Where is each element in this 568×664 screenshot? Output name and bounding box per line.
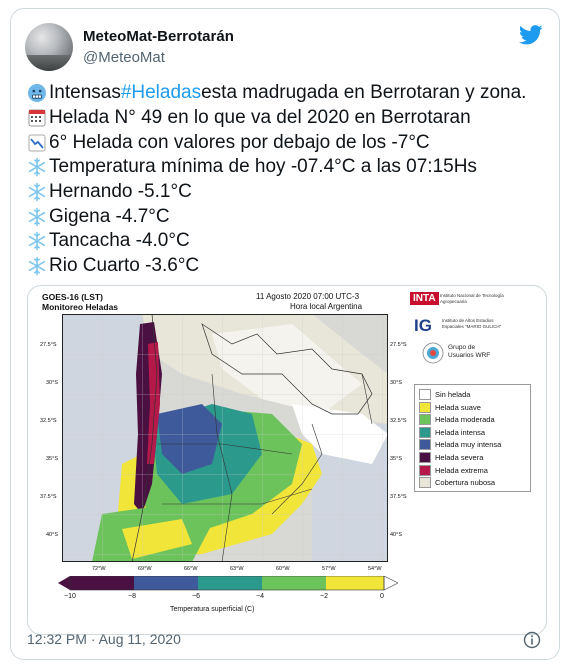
legend-item xyxy=(419,477,495,488)
colorbar-label: Temperatura superficial (C) xyxy=(170,606,255,613)
cold-face-icon xyxy=(27,83,47,103)
tweet-line-7 xyxy=(27,229,547,254)
legend-label: Helada severa xyxy=(435,453,484,462)
line-text: Temperatura mínima de hoy -07.4°C a las 07:15Hs xyxy=(49,156,477,178)
map-title: GOES-16 (LST) xyxy=(42,292,103,302)
tweet-card xyxy=(10,8,560,660)
map-local-time: Hora local Argentina xyxy=(290,302,363,311)
tweet-media-image[interactable]: GOES-16 (LST) Monitoreo Heladas 11 Agosto 2020 07:00 UTC-3 Hora local Argentina 27.5°S 30°S 32.5°S 35°S 37.5°S 40°S 27.5°S 30°S 32.5°S 35°S 37.5°S 40°S 72°W 69°W 66°W 63°W 60°W 57°W 54°W INTA Instituto Nacional de Tecnología Agropecuaria IG Instituto de Altos Estudios Espaciales "MARIO GULICH" Grupo de Usuarios WRF Sin helada Helada suave Helada moderada Helada intensa Helada muy intensa Helada severa Helada extrema Cobertura nubosa −10 −8 −6 −4 −2 0 Temperatura superficial (C) xyxy=(27,285,547,635)
legend-item xyxy=(419,452,483,463)
legend-item xyxy=(419,465,488,476)
display-name[interactable]: MeteoMat-Berrotarán xyxy=(83,28,234,45)
tweet-line-3 xyxy=(27,130,547,155)
line-text: 6° Helada con valores por debajo de los -7°C xyxy=(49,131,430,153)
legend-swatch xyxy=(419,427,431,438)
chart-decreasing-icon xyxy=(27,133,47,153)
legend-label: Helada extrema xyxy=(435,465,488,475)
wrf-globe-icon xyxy=(422,342,444,364)
map-subtitle: Monitoreo Heladas xyxy=(42,302,119,312)
legend-label: Helada suave xyxy=(435,402,481,412)
tweet-line-8 xyxy=(27,254,547,279)
legend-swatch xyxy=(419,414,431,425)
tweet-text xyxy=(27,81,547,279)
legend-swatch xyxy=(419,389,431,400)
colorbar xyxy=(58,576,398,598)
legend-item xyxy=(419,389,470,400)
wrf-logo: Grupo de Usuarios WRF xyxy=(422,342,522,368)
line-text: Tancacha -4.0°C xyxy=(49,230,190,252)
map-legend xyxy=(414,384,531,492)
legend-item xyxy=(419,427,485,438)
snowflake-icon xyxy=(27,157,47,177)
legend-swatch xyxy=(419,452,431,463)
legend-item xyxy=(419,414,495,425)
avatar[interactable] xyxy=(25,23,73,71)
hashtag-link[interactable]: #Heladas xyxy=(120,82,202,104)
legend-label: Sin helada xyxy=(435,390,471,399)
inta-logo: INTA Instituto Nacional de Tecnología Agropecuaria xyxy=(410,290,530,314)
legend-label: Cobertura nubosa xyxy=(435,478,496,488)
line-text: Rio Cuarto -3.6°C xyxy=(49,255,200,277)
snowflake-icon xyxy=(27,256,47,276)
snowflake-icon xyxy=(27,182,47,202)
legend-item xyxy=(419,402,481,413)
tweet-line-5 xyxy=(27,180,547,205)
map-date: 11 Agosto 2020 07:00 UTC-3 xyxy=(256,292,360,301)
legend-item xyxy=(419,439,501,450)
line-text: Hernando -5.1°C xyxy=(49,181,192,203)
line-text: esta madrugada en Berrotaran y zona. xyxy=(201,82,527,104)
legend-swatch xyxy=(419,477,431,488)
tweet-line-4 xyxy=(27,155,547,180)
legend-swatch xyxy=(419,402,431,413)
line-text: Helada N° 49 en lo que va del 2020 en Berrotaran xyxy=(49,107,471,129)
legend-label: Helada moderada xyxy=(435,415,495,425)
tweet-line-2 xyxy=(27,106,547,131)
calendar-icon xyxy=(27,108,47,128)
ig-logo: IG Instituto de Altos Estudios Espaciales "MARIO GULICH" xyxy=(414,316,502,335)
legend-swatch xyxy=(419,465,431,476)
frost-map xyxy=(62,314,388,562)
legend-label: Helada muy intensa xyxy=(435,440,502,450)
snowflake-icon xyxy=(27,207,47,227)
info-icon[interactable] xyxy=(523,631,541,649)
line-text: Gigena -4.7°C xyxy=(49,205,170,227)
snowflake-icon xyxy=(27,231,47,251)
tweet-line-6 xyxy=(27,204,547,229)
legend-label: Helada intensa xyxy=(435,427,486,437)
tweet-line-1 xyxy=(27,81,547,106)
twitter-bird-icon[interactable] xyxy=(519,25,543,45)
line-text: Intensas xyxy=(49,82,121,104)
legend-swatch xyxy=(419,439,431,450)
tweet-timestamp[interactable]: 12:32 PM · Aug 11, 2020 xyxy=(27,631,181,647)
user-handle[interactable]: @MeteoMat xyxy=(83,49,165,66)
